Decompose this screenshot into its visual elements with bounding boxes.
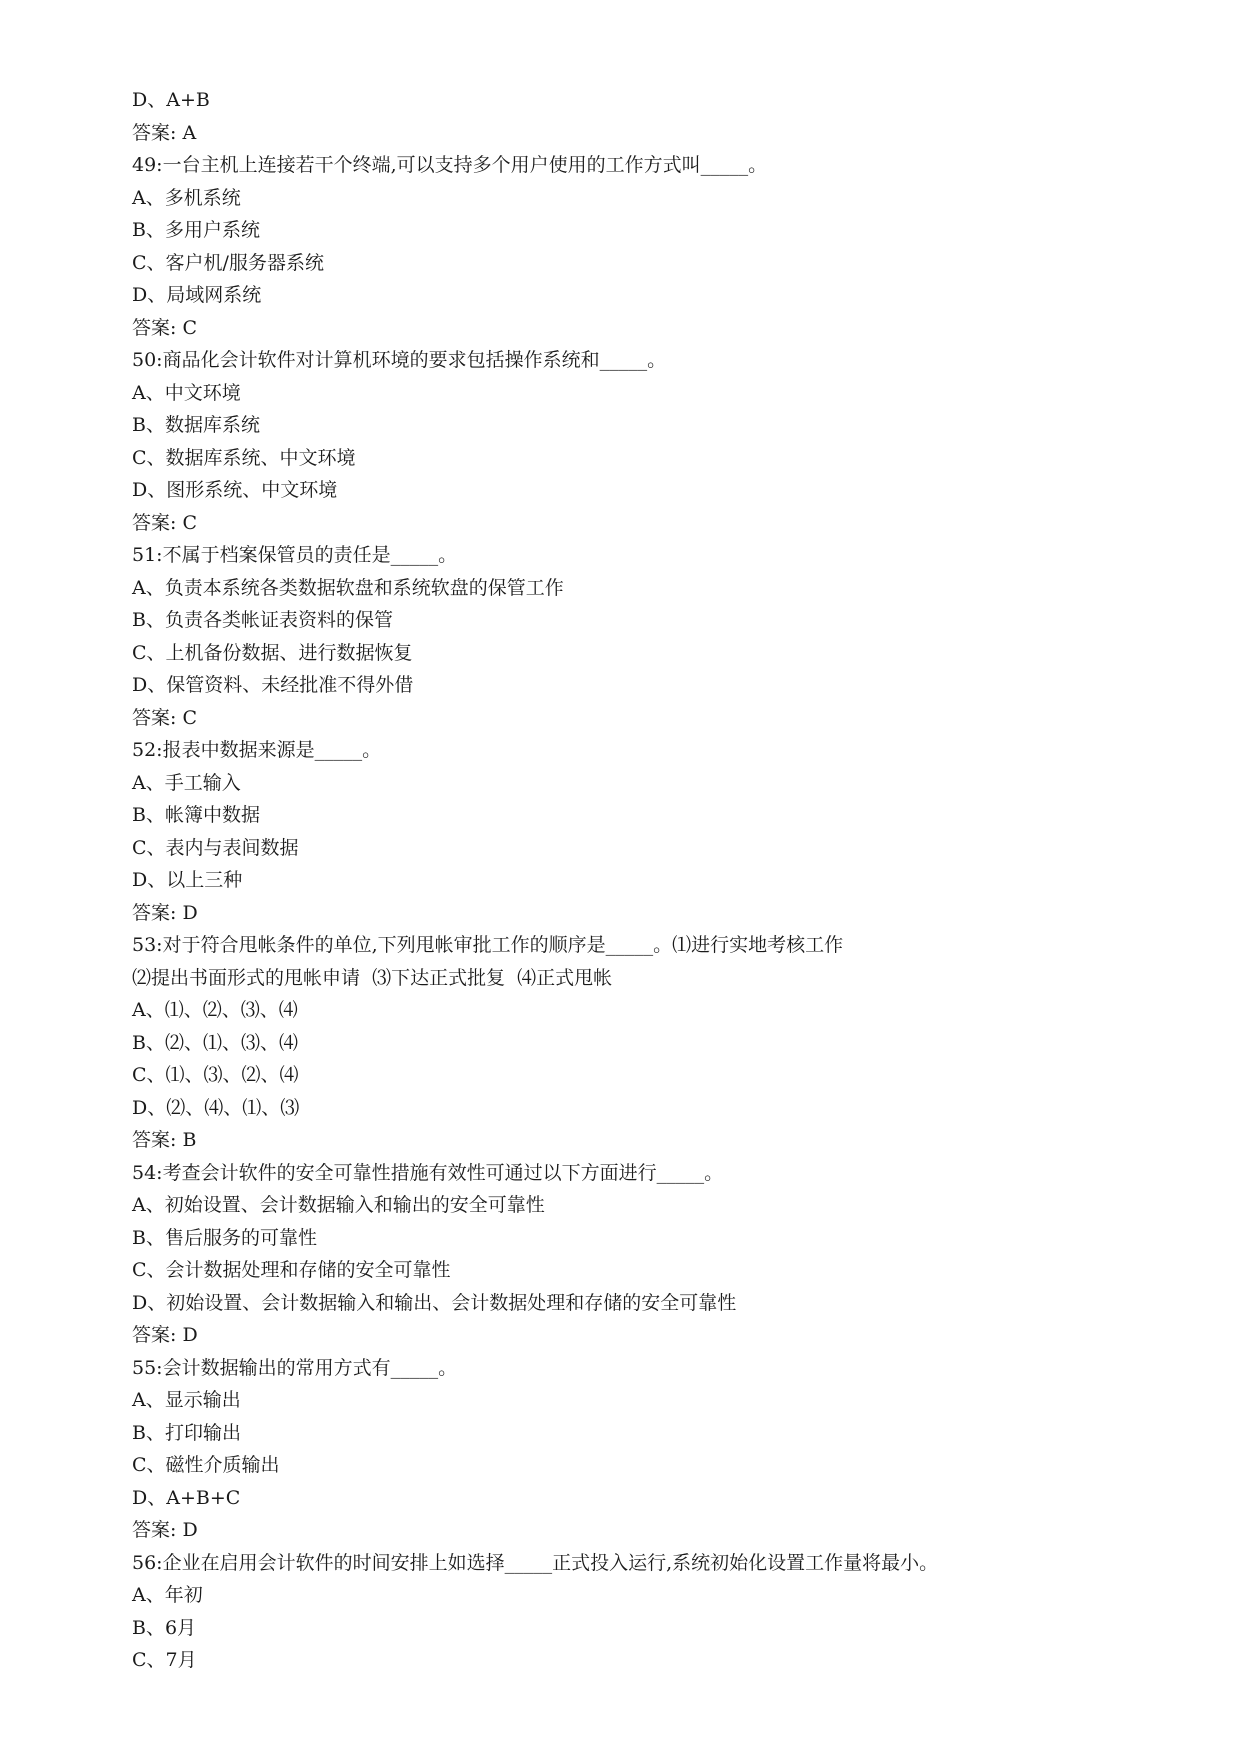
text-line: 54:考查会计软件的安全可靠性措施有效性可通过以下方面进行_____。 bbox=[132, 1161, 724, 1184]
text-line: A、年初 bbox=[132, 1584, 203, 1606]
text-line: B、⑵、⑴、⑶、⑷ bbox=[132, 1031, 298, 1054]
text-line: D、A+B bbox=[132, 89, 210, 111]
text-line: 50:商品化会计软件对计算机环境的要求包括操作系统和_____。 bbox=[132, 349, 667, 371]
text-line: 55:会计数据输出的常用方式有_____。 bbox=[132, 1356, 458, 1379]
text-line: A、⑴、⑵、⑶、⑷ bbox=[132, 999, 298, 1021]
text-line: 答案: C bbox=[132, 316, 197, 339]
text-line: B、帐簿中数据 bbox=[132, 804, 260, 826]
text-line: 52:报表中数据来源是_____。 bbox=[132, 739, 382, 761]
text-line: D、初始设置、会计数据输入和输出、会计数据处理和存储的安全可靠性 bbox=[132, 1291, 737, 1314]
text-line: D、图形系统、中文环境 bbox=[132, 479, 338, 501]
text-line: 答案: D bbox=[132, 1324, 198, 1346]
text-line: A、多机系统 bbox=[132, 186, 241, 209]
text-line: 答案: A bbox=[132, 121, 197, 144]
text-line: ⑵提出书面形式的甩帐申请 ⑶下达正式批复 ⑷正式甩帐 bbox=[132, 966, 613, 989]
text-line: B、打印输出 bbox=[132, 1421, 241, 1444]
text-line: C、7月 bbox=[132, 1649, 197, 1671]
text-line: 56:企业在启用会计软件的时间安排上如选择_____正式投入运行,系统初始化设置工作量将最小。 bbox=[132, 1551, 939, 1574]
text-line: 51:不属于档案保管员的责任是_____。 bbox=[132, 544, 458, 566]
text-line: 答案: C bbox=[132, 511, 197, 534]
text-line: B、数据库系统 bbox=[132, 414, 260, 436]
text-line: D、以上三种 bbox=[132, 869, 243, 891]
text-line: A、显示输出 bbox=[132, 1389, 241, 1411]
text-line: C、会计数据处理和存储的安全可靠性 bbox=[132, 1259, 451, 1281]
text-line: 49:一台主机上连接若干个终端,可以支持多个用户使用的工作方式叫_____。 bbox=[132, 154, 768, 176]
text-line: 答案: C bbox=[132, 706, 197, 729]
text-line: A、手工输入 bbox=[132, 771, 241, 794]
document-body bbox=[132, 84, 1132, 1677]
text-line: C、表内与表间数据 bbox=[132, 836, 299, 859]
text-line: D、保管资料、未经批准不得外借 bbox=[132, 674, 414, 696]
text-line: D、A+B+C bbox=[132, 1486, 241, 1509]
text-line: B、6月 bbox=[132, 1616, 197, 1639]
text-line: 答案: B bbox=[132, 1129, 197, 1151]
text-line: A、中文环境 bbox=[132, 381, 241, 404]
text-line: 53:对于符合甩帐条件的单位,下列甩帐审批工作的顺序是_____。⑴进行实地考核工作 bbox=[132, 934, 844, 956]
text-line: C、上机备份数据、进行数据恢复 bbox=[132, 641, 413, 664]
text-line: C、客户机/服务器系统 bbox=[132, 251, 324, 274]
text-line: B、售后服务的可靠性 bbox=[132, 1226, 317, 1249]
text-line: B、多用户系统 bbox=[132, 219, 260, 241]
text-line: D、⑵、⑷、⑴、⑶ bbox=[132, 1096, 300, 1119]
text-line: 答案: D bbox=[132, 901, 198, 924]
text-line: A、负责本系统各类数据软盘和系统软盘的保管工作 bbox=[132, 576, 564, 599]
text-line: C、磁性介质输出 bbox=[132, 1454, 280, 1476]
text-line: A、初始设置、会计数据输入和输出的安全可靠性 bbox=[132, 1194, 545, 1216]
text-line: C、⑴、⑶、⑵、⑷ bbox=[132, 1064, 299, 1086]
text-line: 答案: D bbox=[132, 1519, 198, 1541]
text-line: B、负责各类帐证表资料的保管 bbox=[132, 609, 393, 631]
text-line: C、数据库系统、中文环境 bbox=[132, 446, 356, 469]
text-line: D、局域网系统 bbox=[132, 284, 262, 306]
